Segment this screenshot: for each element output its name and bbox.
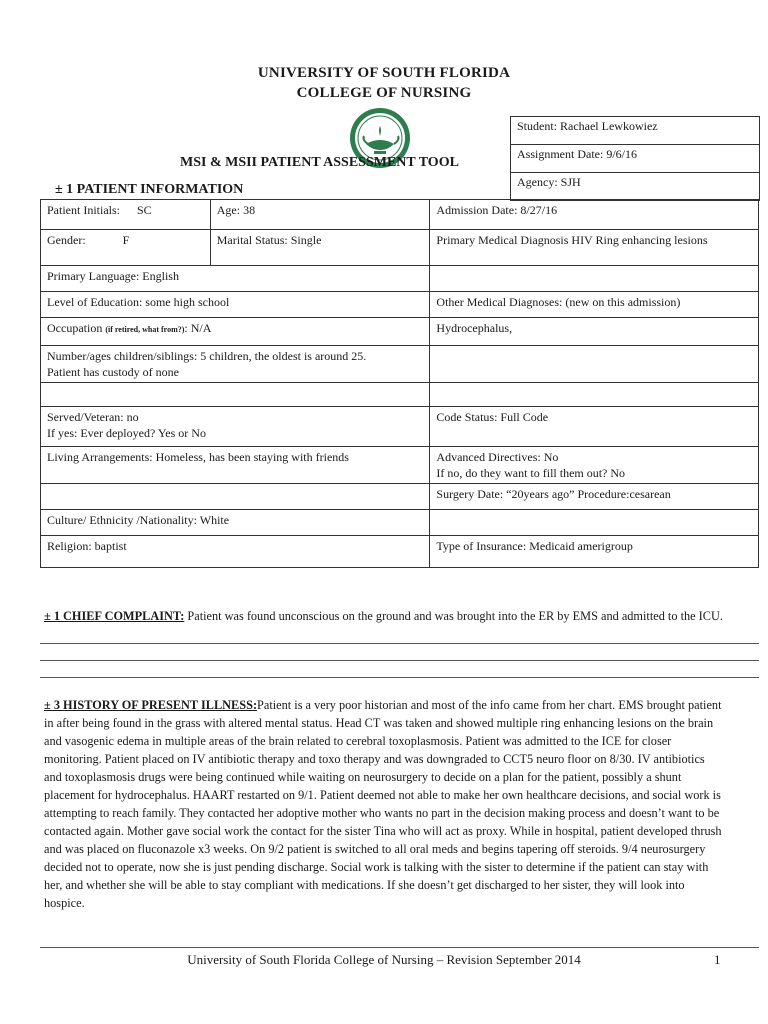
college-title: COLLEGE OF NURSING (296, 85, 472, 101)
history-present-illness (44, 696, 724, 912)
history-text: Patient is a very poor historian and most of the info came from her chart. EMS brought patient in after being found in the grass with altered mental status. Head CT was taken and showed multiple ring enhancing lesions on the brain and vasogenic edema in multiple areas of the brain related to cerebral toxoplasmosis. Patient was admitted to the ICE for closer monitoring. Patient placed on IV antibiotic therapy and toxo therapy and was downgraded to CCT5 neuro floor on 8/30. IV antibiotics and toxoplasmosis drugs were being continued while waiting on neurosurgery to decide on a plan for the patient, possibly a shunt placement for hydrocephalus. HAART restarted on 9/1. Patient deemed not able to make her own healthcare decisions, and social work is attempting to reach family. They contacted her adoptive mother who wants no part in the decision making process and doesn’t want to be contacted again. Mother gave social work the contact for the sister Tina who will act as proxy. While in hospital, patient developed thrush and was placed on fluconazole x3 weeks. On 9/2 patient is switched to all oral meds and begins tapering off steroids. 9/4 neurosurgery decided not to operate, now she is just pending discharge. Social work is talking with the sister to determine if the patient can stay with her, and whether she will be able to stay compliant with medications. If she doesn’t get discharged to her sister, they will look into hospice. (44, 698, 722, 910)
empty-cell (41, 484, 430, 510)
footer-divider (40, 947, 759, 948)
veteran-line1: Served/Veteran: no (47, 410, 139, 424)
age-cell: Age: 38 (210, 200, 430, 230)
children-line1: Number/ages children/siblings: 5 children, the oldest is around 25. (47, 349, 367, 363)
primary-diagnosis-cell: Primary Medical Diagnosis HIV Ring enhancing lesions (430, 230, 759, 266)
gender-label: Gender: (47, 233, 86, 247)
other-diagnoses-value-cell: Hydrocephalus, (430, 318, 759, 346)
footer-text: University of South Florida College of Nursing – Revision September 2014 (187, 952, 581, 967)
occupation-value: : N/A (184, 321, 212, 335)
veteran-line2: If yes: Ever deployed? Yes or No (47, 426, 206, 440)
divider-line (40, 660, 759, 661)
occupation-label: Occupation (47, 321, 103, 335)
patient-initials-cell (41, 200, 211, 230)
surgery-cell: Surgery Date: “20years ago” Procedure:cesarean (430, 484, 759, 510)
agency: Agency: SJH (511, 173, 759, 201)
advanced-directives-line2: If no, do they want to fill them out? No (436, 466, 626, 480)
page-number: 1 (714, 952, 721, 967)
occupation-cell (41, 318, 430, 346)
empty-cell (430, 346, 759, 383)
patient-info-heading: ± 1 PATIENT INFORMATION (55, 182, 244, 197)
admission-date-cell: Admission Date: 8/27/16 (430, 200, 759, 230)
education-cell: Level of Education: some high school (41, 292, 430, 318)
divider-line (40, 677, 759, 678)
gender-cell (41, 230, 211, 266)
chief-complaint-text: Patient was found unconscious on the ground and was brought into the ER by EMS and admitted to the ICU. (187, 609, 723, 623)
insurance-cell: Type of Insurance: Medicaid amerigroup (430, 536, 759, 568)
living-arrangements-cell: Living Arrangements: Homeless, has been staying with friends (41, 447, 430, 484)
initials-value: SC (137, 203, 152, 217)
empty-cell (41, 383, 430, 407)
chief-complaint-heading: ± 1 CHIEF COMPLAINT: (44, 609, 185, 623)
divider-line (40, 643, 759, 644)
empty-cell (430, 266, 759, 292)
chief-complaint (44, 607, 724, 625)
primary-language-cell: Primary Language: English (41, 266, 430, 292)
empty-cell (430, 383, 759, 407)
advanced-directives-cell (430, 447, 759, 484)
veteran-cell (41, 407, 430, 447)
initials-label: Patient Initials: (47, 203, 120, 217)
code-status-cell: Code Status: Full Code (430, 407, 759, 447)
marital-status-cell: Marital Status: Single (210, 230, 430, 266)
culture-cell: Culture/ Ethnicity /Nationality: White (41, 510, 430, 536)
occupation-note: (if retired, what from?) (105, 325, 185, 334)
history-heading: ± 3 HISTORY OF PRESENT ILLNESS: (44, 698, 258, 712)
student-name: Student: Rachael Lewkowiez (511, 117, 759, 145)
children-line2: Patient has custody of none (47, 365, 179, 379)
university-title: UNIVERSITY OF SOUTH FLORIDA (257, 65, 511, 81)
tool-title: MSI & MSII PATIENT ASSESSMENT TOOL (180, 155, 459, 170)
patient-info-table (40, 199, 759, 568)
assignment-date: Assignment Date: 9/6/16 (511, 145, 759, 173)
advanced-directives-line1: Advanced Directives: No (436, 450, 559, 464)
religion-cell: Religion: baptist (41, 536, 430, 568)
student-info-box (510, 116, 760, 201)
children-cell (41, 346, 430, 383)
other-diagnoses-cell: Other Medical Diagnoses: (new on this admission) (430, 292, 759, 318)
gender-value: F (122, 233, 130, 247)
empty-cell (430, 510, 759, 536)
